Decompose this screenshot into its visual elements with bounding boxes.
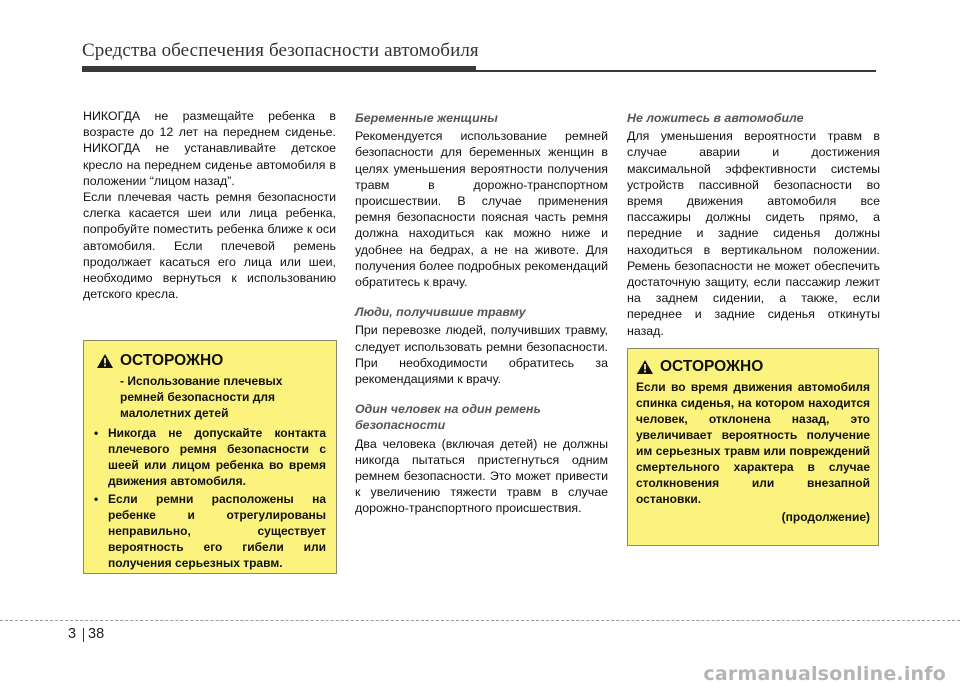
page-number-divider xyxy=(83,628,84,642)
header-rule-thick xyxy=(82,66,476,72)
chapter-number: 3 xyxy=(68,626,77,642)
section-body-pregnant: Рекомендуется использование ремней безопасности для беременных женщин в целях уменьшения вероятности получения травм в дорожно-транспортном происшествии. В случае применения ремня безопасности поясная часть ремня должна находиться как можно ниже и удобнее на бедрах, а не на животе. Для получения более подробных рекомендаций обратитесь к врачу. xyxy=(355,129,608,290)
section-title-one-person: Один человек на один ремень безопасности xyxy=(355,402,541,433)
section-body-lying: Для уменьшения вероятности травм в случае аварии и достижения максимальной эффективности системы устройств пассивной безопасности во время движения автомобиля все пассажиры должны сидеть прямо, а передние и задние сиденья должны находиться в вертикальном положении. Ремень безопасности не может обеспечить достаточную защиту, если пассажир лежит на заднем сидении, а также, если переднее и задние сиденья откинуты назад. xyxy=(627,129,880,338)
warning-subtitle: - Использование плечевых ремней безопасности для малолетних детей xyxy=(120,374,283,420)
warning-triangle-icon xyxy=(96,353,114,369)
warning-item: • Никогда не допускайте контакта плечевого ремня безопасности с шеей или лицом ребенка во время движения автомобиля. xyxy=(94,425,326,489)
warning-body: Если во время движения автомобиля спинка сиденья, на котором находится человек, отклонена назад, это увеличивает вероятность получение им серьезных травм или повреждений смертельного характера в случае столкновения или внезапной остановки. xyxy=(636,380,870,506)
warning-triangle-icon xyxy=(636,359,654,375)
warning-box-reclined xyxy=(627,348,879,546)
warning-title: ОСТОРОЖНО xyxy=(660,358,764,375)
section-title-injured: Люди, получившие травму xyxy=(355,305,526,320)
footer-dashed-rule xyxy=(0,620,960,621)
warning-heading xyxy=(96,353,336,369)
section-body-injured: При перевозке людей, получивших травму, следует использовать ремни безопасности. При необходимости обратитесь за рекомендациями к врачу. xyxy=(355,323,608,387)
column-left xyxy=(83,108,336,302)
section-title-pregnant: Беременные женщины xyxy=(355,111,498,125)
page-header-title: Средства обеспечения безопасности автомобиля xyxy=(82,40,479,61)
paragraph-child-seat: НИКОГДА не размещайте ребенка в возрасте до 12 лет на переднем сиденье. НИКОГДА не устанавливайте детское кресло на переднем сиденье автомобиля в положении “лицом назад”. xyxy=(83,109,336,188)
paragraph-shoulder-belt: Если плечевая часть ремня безопасности слегка касается шеи или лица ребенка, попробуйте поместить ребенка ближе к оси автомобиля. Если плечевой ремень продолжает касаться его лица или шеи, необходимо вернуться к использованию детского кресла. xyxy=(83,190,336,302)
section-title-lying: Не ложитесь в автомобиле xyxy=(627,111,804,125)
continued-label: (продолжение) xyxy=(781,510,870,524)
header-rule-thin xyxy=(476,70,876,72)
section-body-one-person: Два человека (включая детей) не должны никогда пытаться пристегнуться одним ремнем безопасности. Это может привести к увеличению тяжести травм в случае дорожно-транспортного происшествия. xyxy=(355,436,608,516)
warning-heading xyxy=(636,359,878,375)
warning-item: • Если ремни расположены на ребенке и отрегулированы неправильно, существует вероятность его гибели или получения серьезных травм. xyxy=(94,491,326,571)
warning-box-children xyxy=(83,340,337,574)
page-number: 38 xyxy=(88,626,105,642)
warning-title: ОСТОРОЖНО xyxy=(120,352,224,369)
column-right xyxy=(627,110,880,339)
warning-list xyxy=(84,425,336,571)
column-middle xyxy=(355,110,608,517)
watermark: carmanualsonline.info xyxy=(703,663,946,685)
